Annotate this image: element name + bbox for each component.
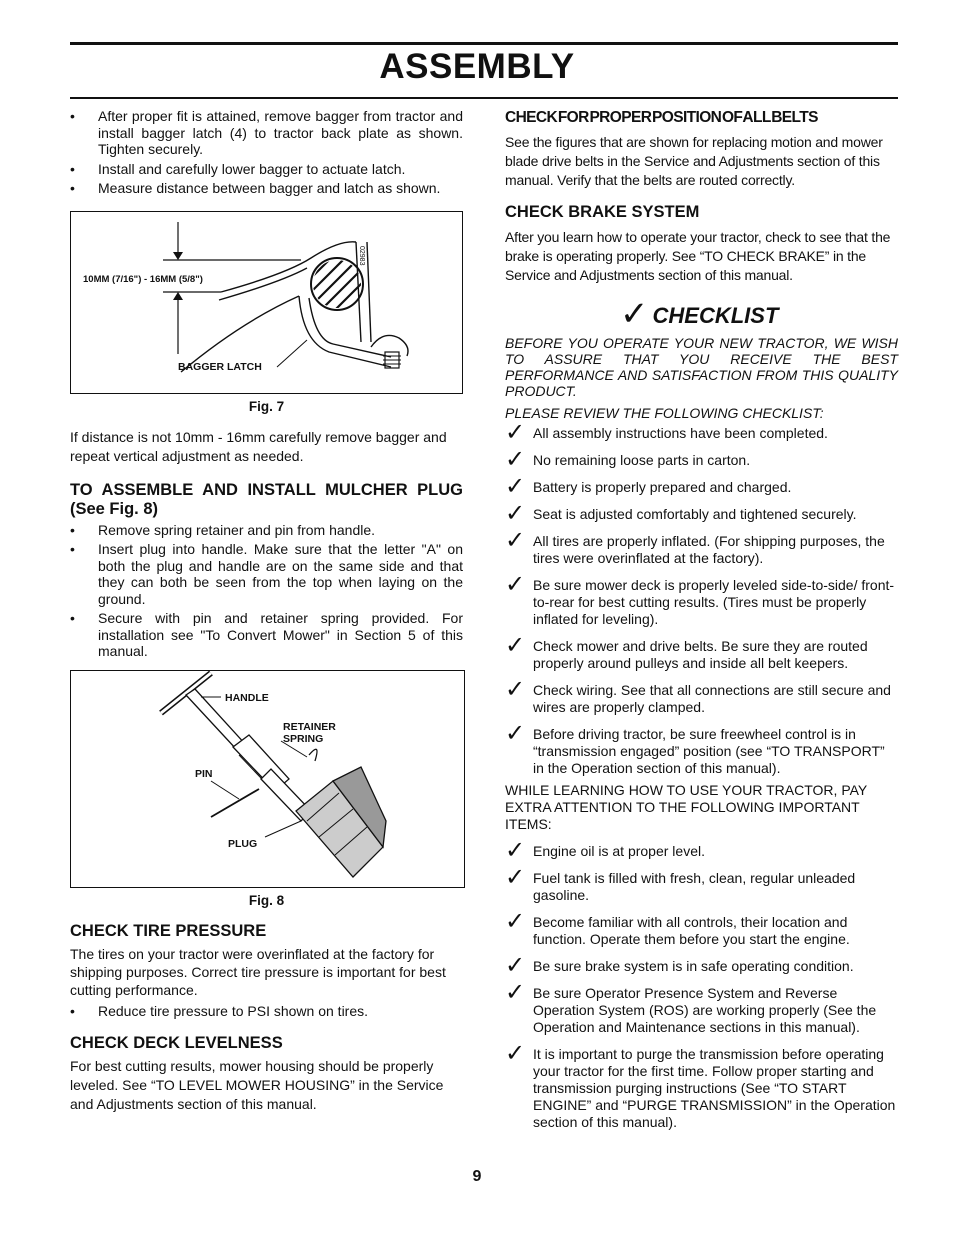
list-item: ✓ Be sure mower deck is properly leveled side-to-side/ front-to-rear for best cutting results. (Tires must be properly inflated for leveling). (505, 571, 895, 627)
checkmark-icon: ✓ (505, 908, 526, 935)
list-item: • Measure distance between bagger and latch as shown. (70, 180, 463, 197)
measurement-label: 10MM (7/16") - 16MM (5/8") (83, 273, 203, 285)
figure-7 (70, 211, 463, 394)
checkmark-icon: ✓ (505, 1040, 526, 1067)
list-item: ✓ No remaining loose parts in carton. (505, 446, 751, 473)
list-item: • Install and carefully lower bagger to actuate latch. (70, 161, 463, 178)
list-item: ✓ All assembly instructions have been completed. (505, 419, 828, 446)
fig7-followup-text: If distance is not 10mm - 16mm carefully remove bagger and repeat vertical adjustment as needed. (70, 428, 447, 464)
belts-heading: CHECK FOR PROPER POSITION OF ALL BELTS (505, 109, 818, 126)
list-item: • Secure with pin and retainer spring provided. For installation see "To Convert Mower" in Section 5 of this manual. (70, 610, 463, 660)
list-item: ✓ All tires are properly inflated. (For shipping purposes, the tires were overinflated at the factory). (505, 527, 885, 566)
figure-code: 02983 (358, 245, 365, 265)
checklist-review: PLEASE REVIEW THE FOLLOWING CHECKLIST: (505, 405, 824, 421)
list-item: • After proper fit is attained, remove bagger from tractor and install bagger latch (4) to tractor back plate as shown. Tighten securely. (70, 108, 463, 158)
checkmark-icon: ✓ (505, 500, 526, 527)
pin-label: PIN (195, 767, 213, 780)
tire-text: The tires on your tractor were overinflated at the factory for shipping purposes. Correct tire pressure is important for best cutting performance. (70, 945, 446, 998)
checkmark-icon: ✓ (505, 632, 526, 659)
deck-heading: CHECK DECK LEVELNESS (70, 1034, 283, 1052)
handle-label: HANDLE (225, 691, 269, 704)
figure-8-caption: Fig. 8 (248, 892, 285, 908)
checkmark-icon: ✓ (505, 979, 526, 1006)
checkmark-icon: ✓ (505, 837, 526, 864)
checkmark-icon: ✓ (505, 473, 526, 500)
important-items (505, 837, 898, 1131)
list-item: ✓ Be sure Operator Presence System and Reverse Operation System (ROS) are working properly (See the Operation and Maintenance sections in this manual). (505, 979, 877, 1035)
checkmark-icon: ✓ (505, 864, 526, 891)
right-column (505, 108, 898, 1131)
figure-8 (70, 670, 465, 888)
checkmark-icon: ✓ (505, 676, 526, 703)
list-item: ✓ Check mower and drive belts. Be sure they are routed properly around pulleys and inside all belt keepers. (505, 632, 868, 671)
list-item: • Insert plug into handle. Make sure that the letter "A" on both the plug and handle are on the same side and that they can both be seen from the top when laying on the ground. (70, 541, 463, 607)
bagger-latch-label: BAGGER LATCH (178, 360, 262, 373)
list-item: • Remove spring retainer and pin from handle. (70, 522, 463, 539)
retainer-spring-label: SPRING (283, 732, 324, 745)
checklist-title (505, 295, 898, 333)
checkmark-icon: ✓ (505, 419, 526, 446)
checkmark-icon: ✓ (505, 527, 526, 554)
figure-7-caption: Fig. 7 (248, 398, 285, 414)
list-item: ✓ Seat is adjusted comfortably and tightened securely. (505, 500, 857, 527)
list-item: ✓ Be sure brake system is in safe operating condition. (505, 952, 854, 979)
page-title: ASSEMBLY (379, 47, 575, 86)
brake-text: After you learn how to operate your tractor, check to see that the brake is operating properly. See “TO CHECK BRAKE” in the Service and Adjustments section of this manual. (505, 229, 891, 283)
checkmark-icon: ✓ (505, 720, 526, 747)
list-item: ✓ Fuel tank is filled with fresh, clean, regular unleaded gasoline. (505, 864, 856, 903)
checkmark-icon: ✓ (505, 446, 526, 473)
list-item: ✓ Engine oil is at proper level. (505, 837, 705, 864)
header-rule-bottom (70, 97, 898, 99)
page-number: 9 (472, 1168, 482, 1185)
list-item: • Reduce tire pressure to PSI shown on tires. (70, 1003, 463, 1020)
left-column (70, 108, 463, 1114)
header-rule-top (70, 42, 898, 45)
tire-heading: CHECK TIRE PRESSURE (70, 921, 267, 940)
checklist-title-text: CHECKLIST (652, 303, 779, 328)
retainer-label: RETAINER (283, 720, 336, 733)
checkmark-icon: ✓ (620, 295, 649, 333)
plug-label: PLUG (228, 837, 258, 850)
brake-heading: CHECK BRAKE SYSTEM (505, 203, 700, 221)
mulcher-heading: TO ASSEMBLE AND INSTALL MULCHER PLUG (See Fig. 8) (70, 480, 463, 518)
mulcher-bullets (70, 522, 463, 660)
list-item: ✓ Before driving tractor, be sure freewheel control is in “transmission engaged” position (see “TO TRANSPORT” in the Operation section of this manual). (505, 720, 885, 776)
list-item: ✓ It is important to purge the transmission before operating your tractor for the first time. Follow proper starting and transmission purging instructions (See “TO START ENGINE” and “PURGE TRANSMISSION” in the Operation section of this manual). (505, 1040, 896, 1130)
list-item: ✓ Battery is properly prepared and charged. (505, 473, 792, 500)
bagger-latch-diagram (71, 212, 461, 393)
while-learning-text: WHILE LEARNING HOW TO USE YOUR TRACTOR, PAY EXTRA ATTENTION TO THE FOLLOWING IMPORTANT ITEMS: (505, 782, 867, 832)
checkmark-icon: ✓ (505, 952, 526, 979)
deck-text: For best cutting results, mower housing should be properly leveled. See “TO LEVEL MOWER HOUSING” in the Service and Adjustments section of this manual. (70, 1058, 444, 1112)
checkmark-icon: ✓ (505, 571, 526, 598)
list-item: ✓ Check wiring. See that all connections are still secure and wires are properly clamped. (505, 676, 891, 715)
bagger-bullets (70, 108, 463, 197)
belts-text: See the figures that are shown for replacing motion and mower blade drive belts in the Service and Adjustments section of this manual. Verify that the belts are routed correctly. (505, 134, 883, 188)
tire-bullets (70, 1003, 463, 1020)
checklist-intro: BEFORE YOU OPERATE YOUR NEW TRACTOR, WE WISH TO ASSURE THAT YOU RECEIVE THE BEST PERFORMANCE AND SATISFACTION FROM THIS QUALITY PRODUCT. (505, 335, 898, 399)
checklist-items (505, 419, 898, 777)
list-item: ✓ Become familiar with all controls, their location and function. Operate them before you start the engine. (505, 908, 850, 947)
